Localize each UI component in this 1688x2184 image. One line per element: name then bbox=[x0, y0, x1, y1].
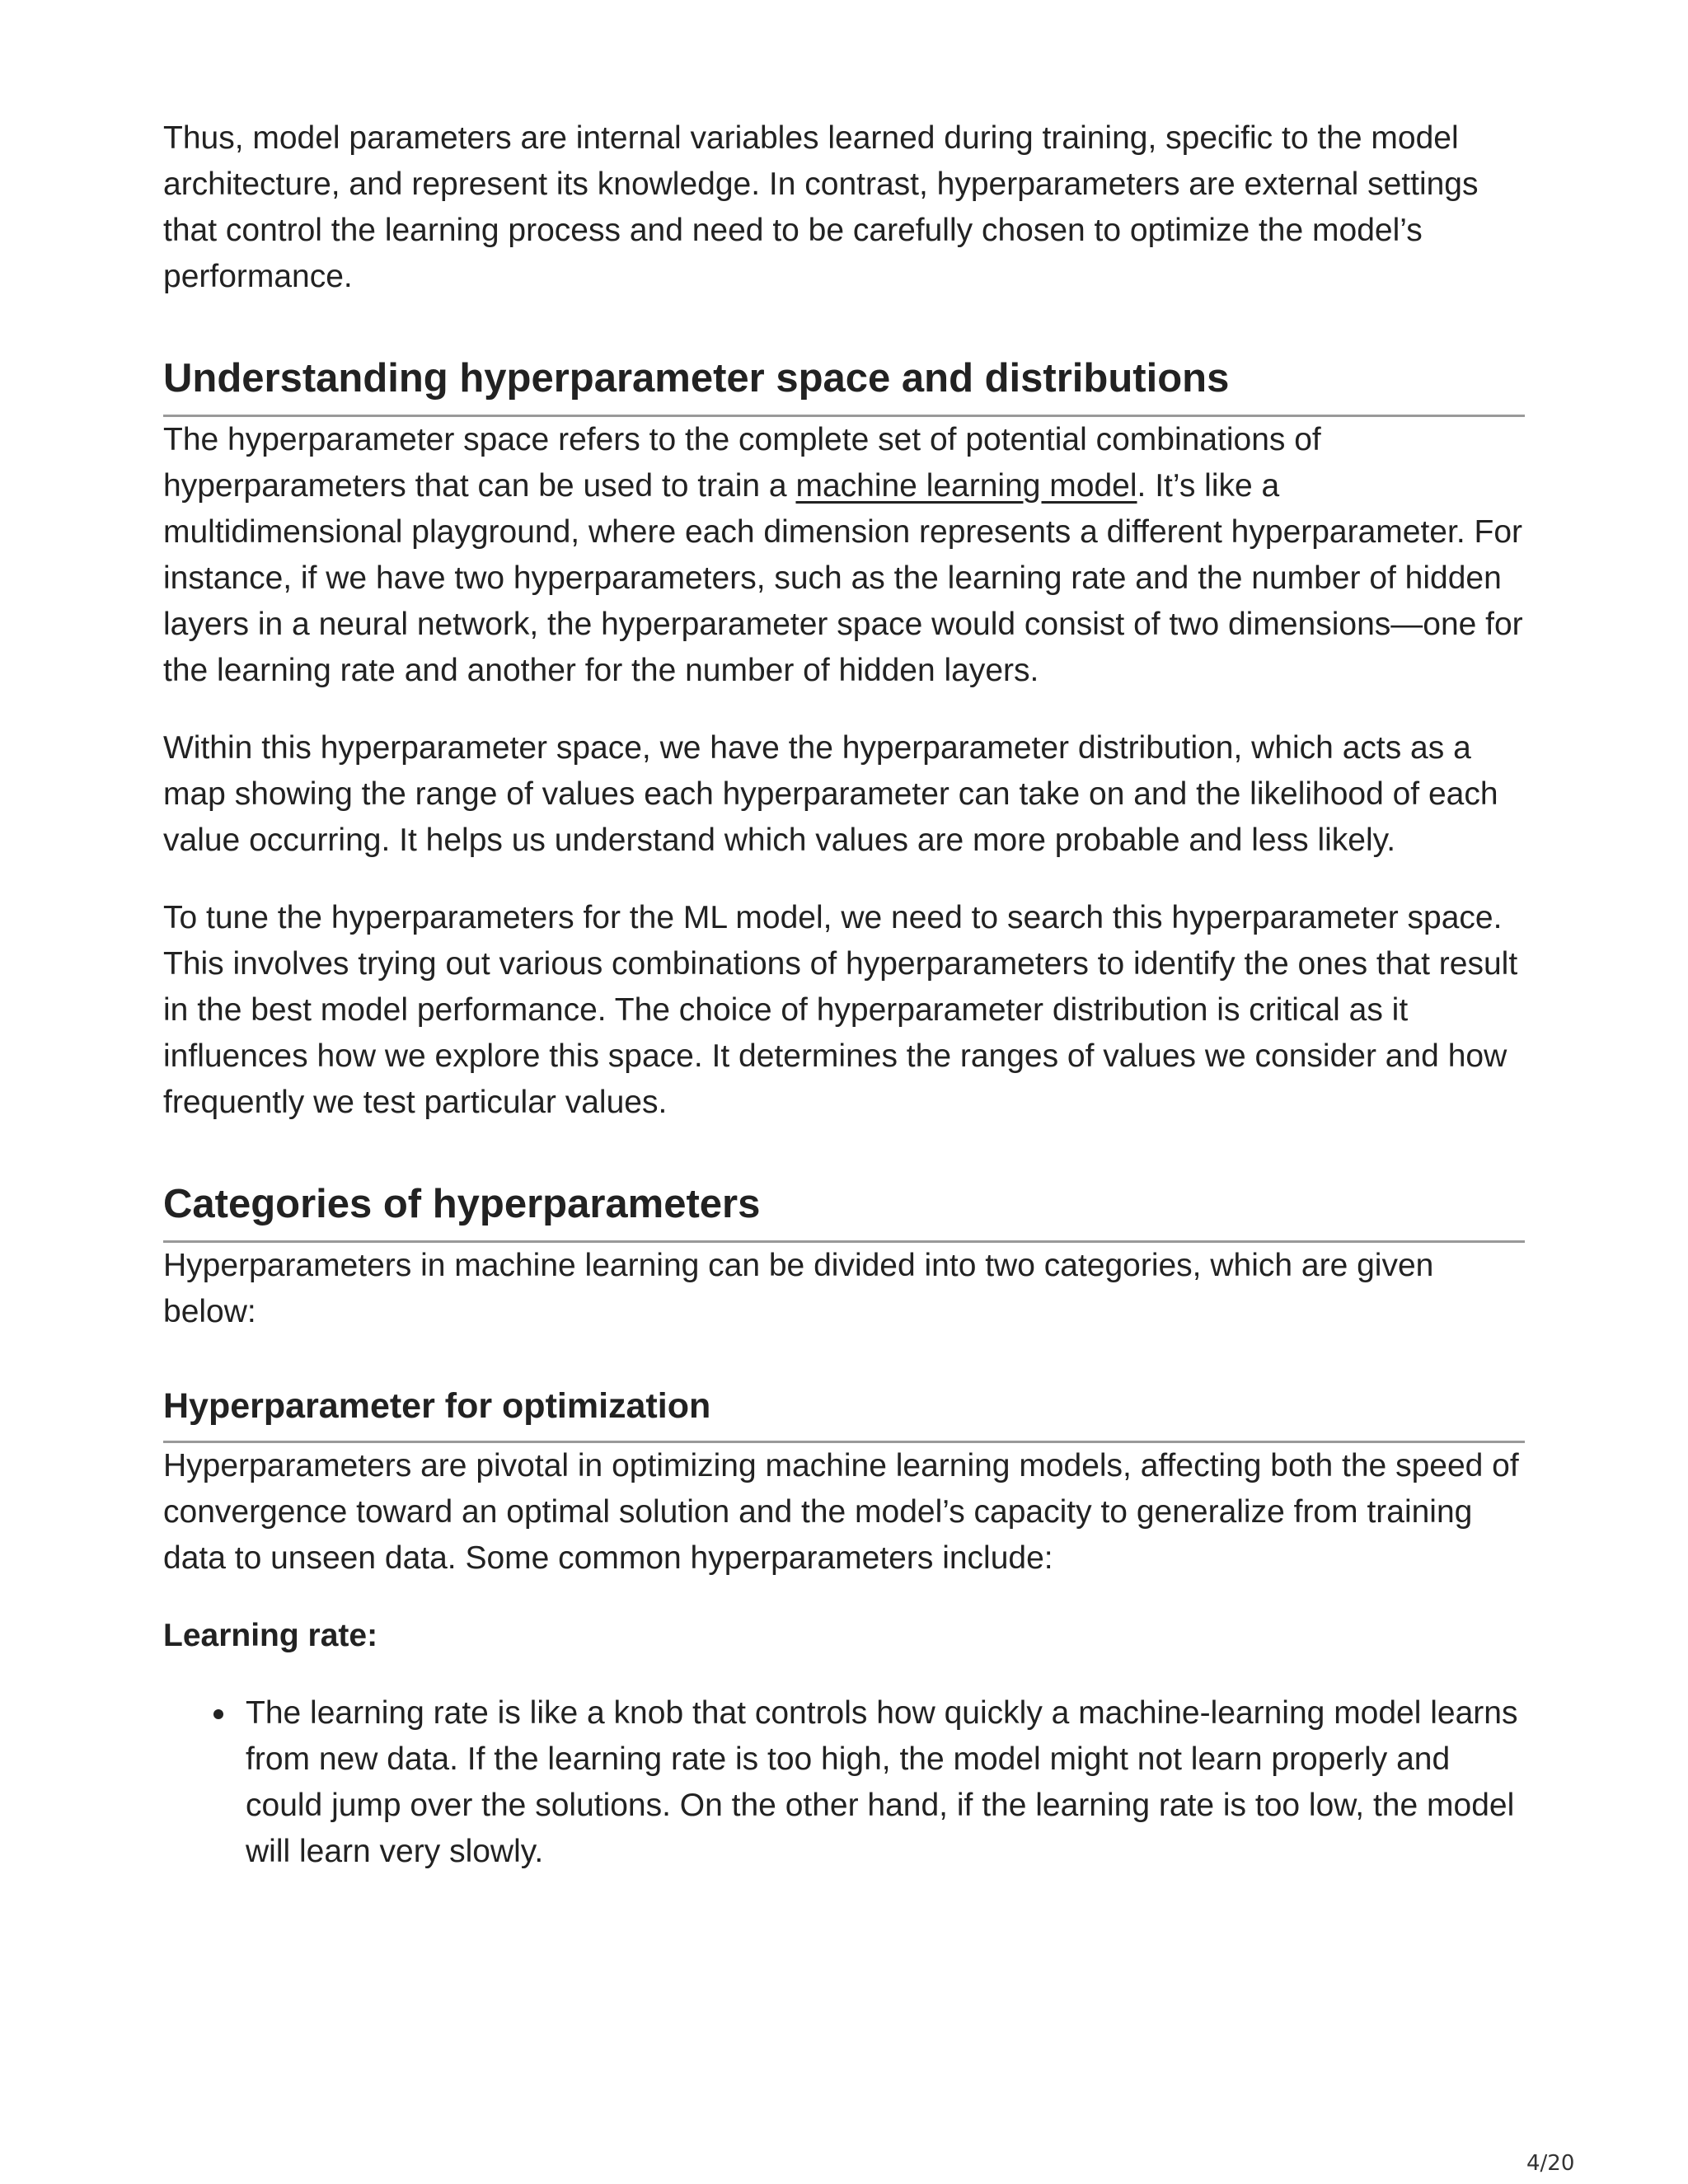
article-content bbox=[163, 115, 1525, 1875]
optimization-paragraph: Hyperparameters are pivotal in optimizing machine learning models, affecting both the speed of convergence toward an optimal solution and the model’s capacity to generalize from training data to unseen data. Some common hyperparameters include: bbox=[163, 1448, 1519, 1576]
section-heading-categories: Categories of hyperparameters bbox=[163, 1179, 1525, 1243]
learning-rate-label: Learning rate: bbox=[163, 1618, 378, 1653]
intro-paragraph: Thus, model parameters are internal variables learned during training, specific to the model architecture, and represent its knowledge. In contrast, hyperparameters are external settings that control the learning process and need to be carefully chosen to optimize the model’s performance. bbox=[163, 120, 1479, 294]
paragraph-text: The hyperparameter space refers to the complete set of potential combinations of hyperparameters that can be used to train a bbox=[163, 422, 1321, 504]
section-heading-hyperparameter-space: Understanding hyperparameter space and distributions bbox=[163, 354, 1525, 417]
page-number: 4/20 bbox=[1526, 2151, 1575, 2176]
list-item bbox=[246, 1690, 1525, 1875]
hyperparameter-space-paragraph-2: Within this hyperparameter space, we have the hyperparameter distribution, which acts as a map showing the range of values each hyperparameter can take on and the likelihood of each value occurring. It helps us understand which values are more probable and less likely. bbox=[163, 730, 1498, 858]
hyperparameter-space-paragraph-3: To tune the hyperparameters for the ML model, we need to search this hyperparameter space. This involves trying out various combinations of hyperparameters to identify the ones that result in the best model performance. The choice of hyperparameter distribution is critical as it influences how we explore this space. It determines the ranges of values we consider and how frequently we test particular values. bbox=[163, 900, 1518, 1120]
bullet-icon bbox=[213, 1709, 223, 1719]
categories-paragraph: Hyperparameters in machine learning can be divided into two categories, which are given below: bbox=[163, 1248, 1434, 1329]
paragraph-text: . It’s like a multidimensional playground, where each dimension represents a different hyperparameter. For instance, if we have two hyperparameters, such as the learning rate and the number of hidden layers in a neural network, the hyperparameter space would consist of two dimensions—one for the learning rate and another for the number of hidden layers. bbox=[163, 468, 1523, 688]
machine-learning-model-link[interactable]: machine learning model bbox=[795, 468, 1137, 504]
learning-rate-bullet-list bbox=[163, 1690, 1525, 1875]
list-item-text: The learning rate is like a knob that controls how quickly a machine-learning model learns from new data. If the learning rate is too high, the model might not learn properly and could jump over the solutions. On the other hand, if the learning rate is too low, the model will learn very slowly. bbox=[246, 1695, 1518, 1869]
subsection-heading-optimization: Hyperparameter for optimization bbox=[163, 1383, 1525, 1443]
hyperparameter-space-paragraph-1 bbox=[163, 417, 1525, 694]
